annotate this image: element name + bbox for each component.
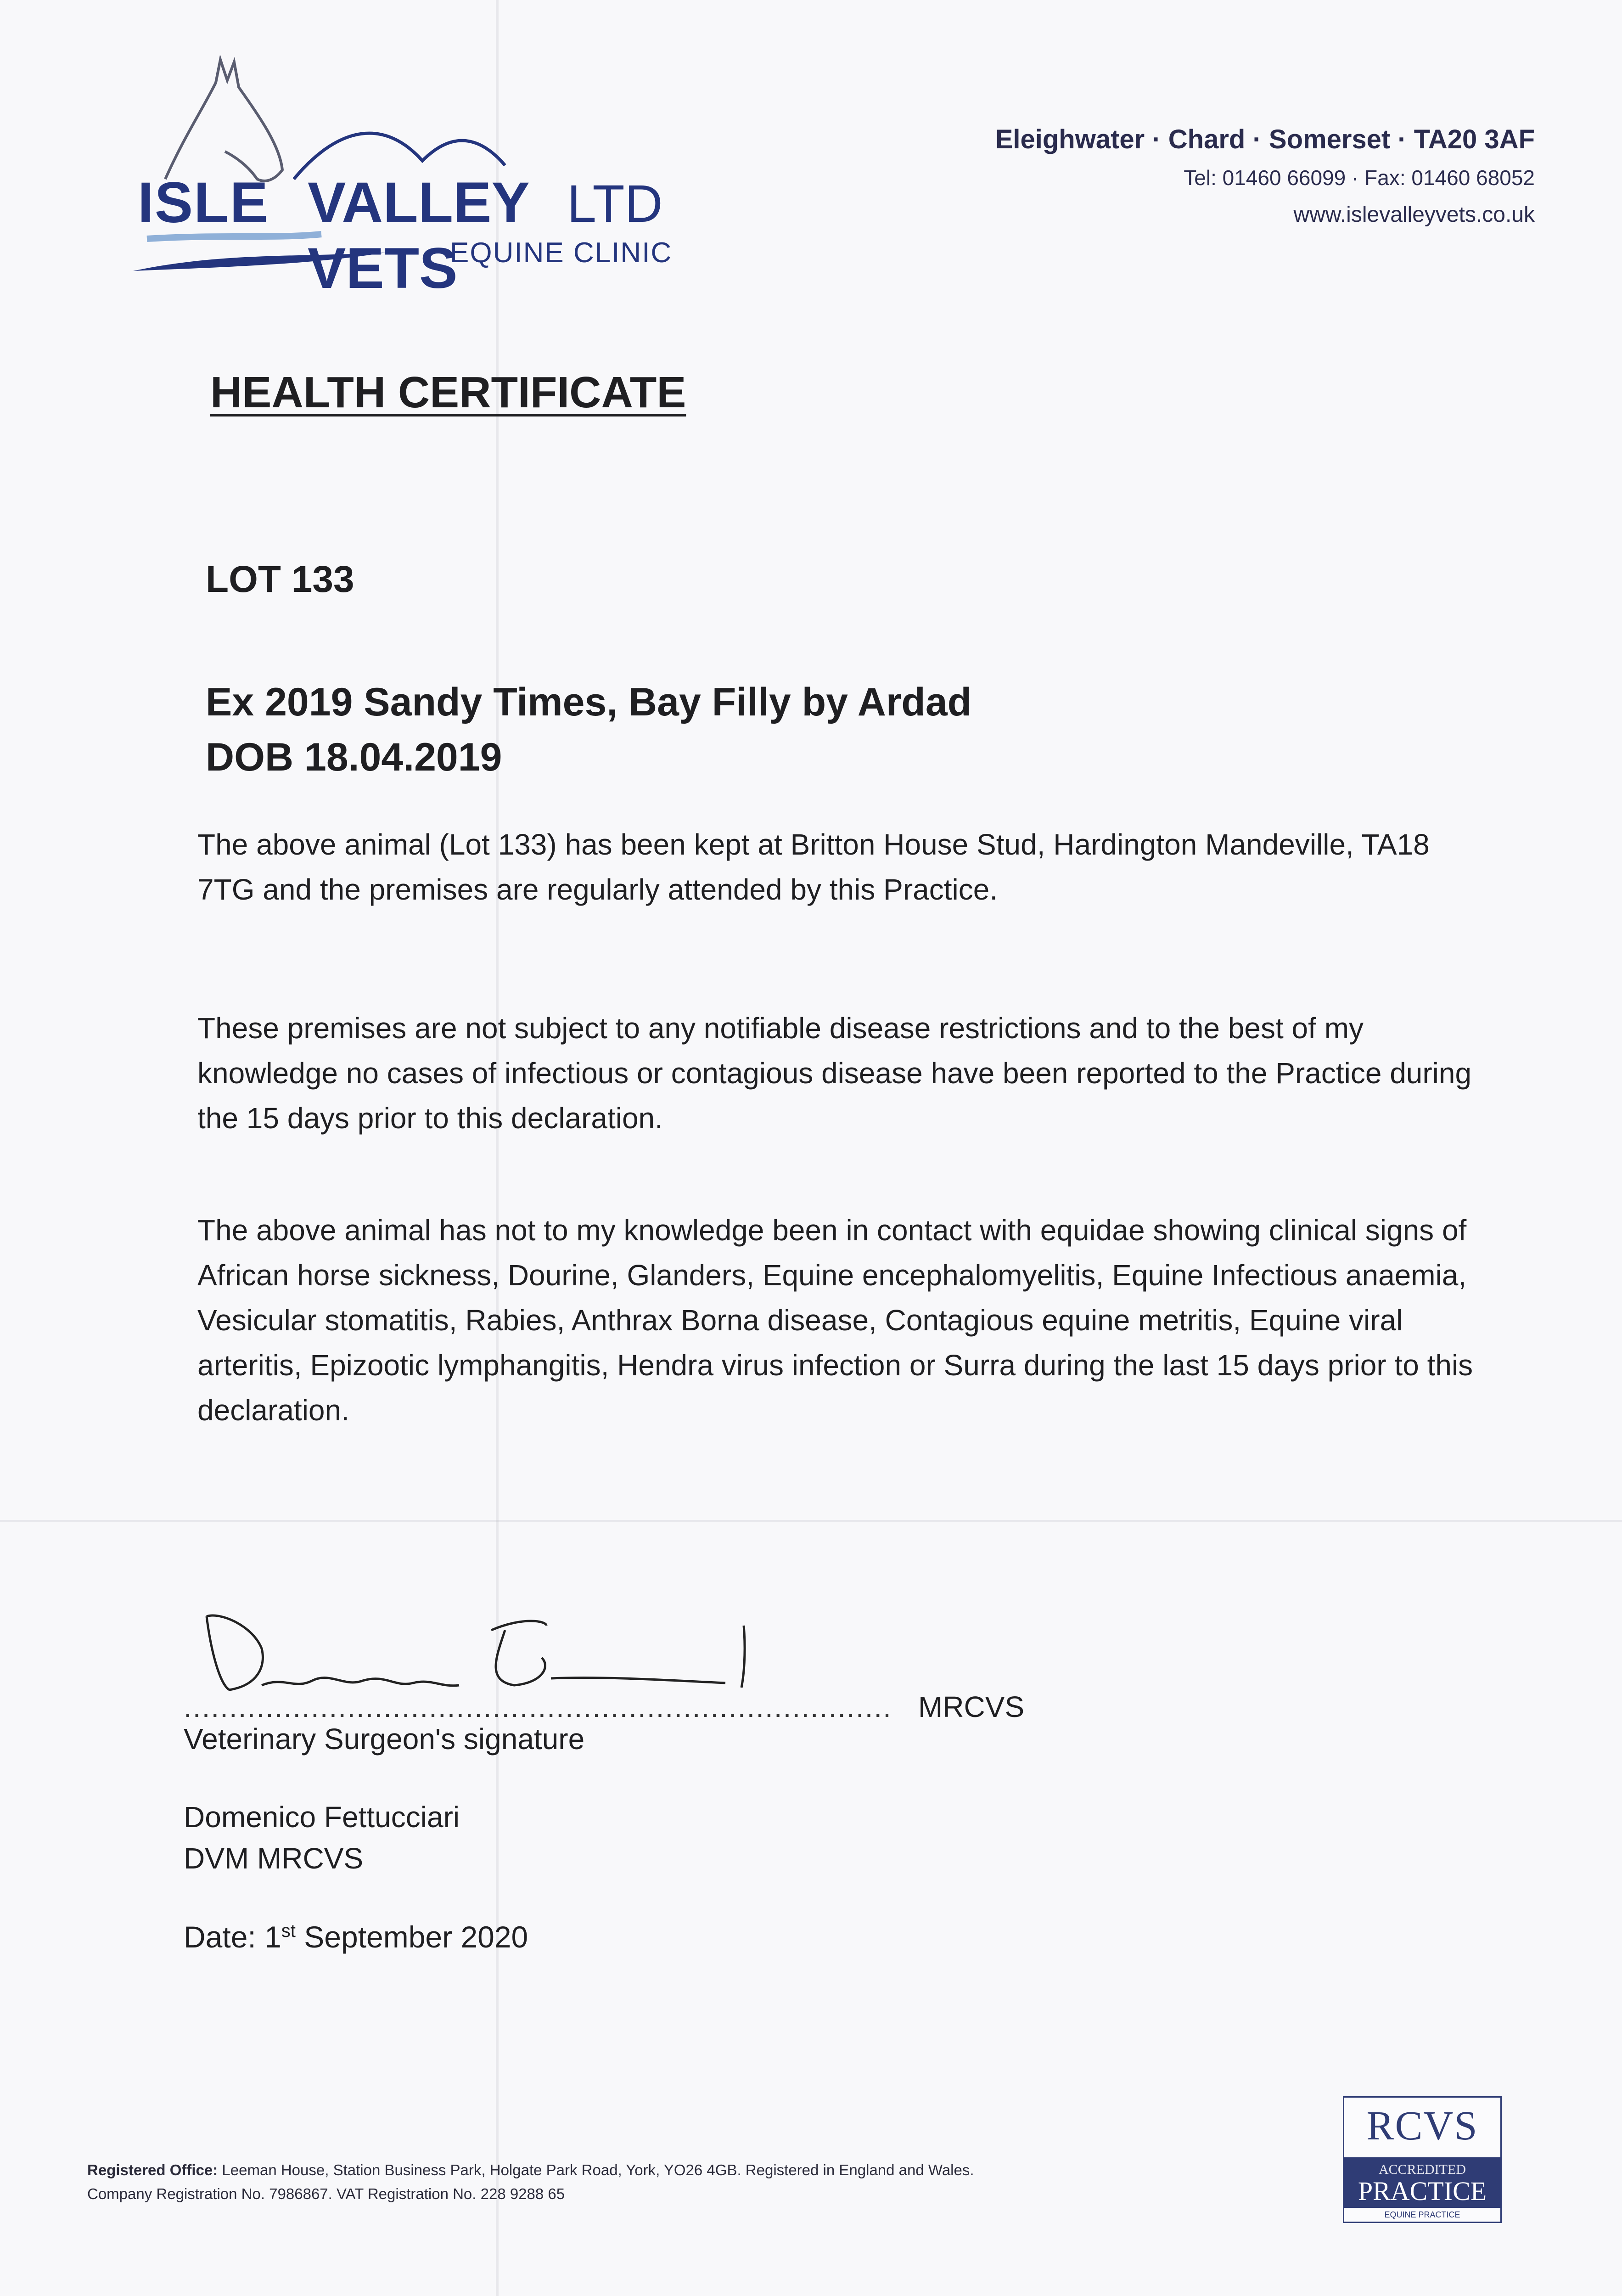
rcvs-badge-title: RCVS	[1366, 2103, 1478, 2149]
address-line: Eleighwater · Chard · Somerset · TA20 3AF	[995, 124, 1535, 154]
rcvs-badge-practice: PRACTICE	[1358, 2176, 1487, 2206]
date-rest: September 2020	[295, 1920, 528, 1954]
vet-qualifications: DVM MRCVS	[184, 1842, 364, 1875]
signature-label: Veterinary Surgeon's signature	[184, 1722, 585, 1756]
rcvs-badge-accredited: ACCREDITED	[1379, 2162, 1466, 2177]
signature-dots: ..............................................................................	[184, 1690, 892, 1723]
date-of-birth: DOB 18.04.2019	[206, 735, 502, 779]
logo-word-ltd: LTD	[567, 174, 663, 233]
website-link[interactable]: www.islevalleyvets.co.uk	[1293, 203, 1535, 227]
contact-paragraph: The above animal has not to my knowledge been in contact with equidae showing clinical signs of African horse sickness, Dourine, Glanders, Equine encephalomyelitis, Equine Infectious anaemia, Vesicular stomatitis, Rabies, Anthrax Borna disease, Contagious equine metritis, Equine viral arteritis, Epizootic lymphangitis, Hendra virus infection or Surra during the last 15 days prior to this declaration.	[197, 1214, 1473, 1427]
date-prefix: Date: 1	[184, 1920, 281, 1954]
date-ordinal: st	[281, 1921, 296, 1941]
company-logo	[129, 55, 679, 300]
paper-fold-horizontal	[0, 1520, 1622, 1522]
logo-subtitle: EQUINE CLINIC	[450, 237, 673, 269]
handwritten-signature	[193, 1598, 790, 1704]
rcvs-accreditation-badge	[1343, 2096, 1502, 2223]
footer-label: Registered Office:	[87, 2161, 218, 2178]
footer-line1: Leeman House, Station Business Park, Holgate Park Road, York, YO26 4GB. Registered in England and Wales.	[218, 2161, 974, 2178]
registered-office-footer	[87, 2158, 974, 2206]
premises-paragraph: The above animal (Lot 133) has been kept at Britton House Stud, Hardington Mandeville, TA18 7TG and the premises are regularly attended by this Practice.	[197, 828, 1430, 906]
restrictions-paragraph: These premises are not subject to any notifiable disease restrictions and to the best of my knowledge no cases of infectious or contagious disease have been reported to the Practice during the 15 days prior to this declaration.	[197, 1012, 1472, 1135]
horse-description: Ex 2019 Sandy Times, Bay Filly by Ardad	[206, 680, 972, 724]
phone-fax-line: Tel: 01460 66099 · Fax: 01460 68052	[1184, 166, 1535, 190]
signature-suffix: MRCVS	[918, 1690, 1025, 1723]
logo-word-valley-vets: VALLEY VETS	[308, 171, 529, 300]
lot-number: LOT 133	[206, 558, 354, 600]
vet-name: Domenico Fettucciari	[184, 1801, 460, 1834]
page-title: HEALTH CERTIFICATE	[210, 368, 686, 417]
logo-word-isle: ISLE	[138, 171, 269, 235]
footer-line2: Company Registration No. 7986867. VAT Registration No. 228 9288 65	[87, 2185, 565, 2202]
rcvs-badge-equine: EQUINE PRACTICE	[1384, 2210, 1460, 2219]
signature-line	[184, 1690, 1102, 1722]
certificate-date	[184, 1919, 528, 1954]
